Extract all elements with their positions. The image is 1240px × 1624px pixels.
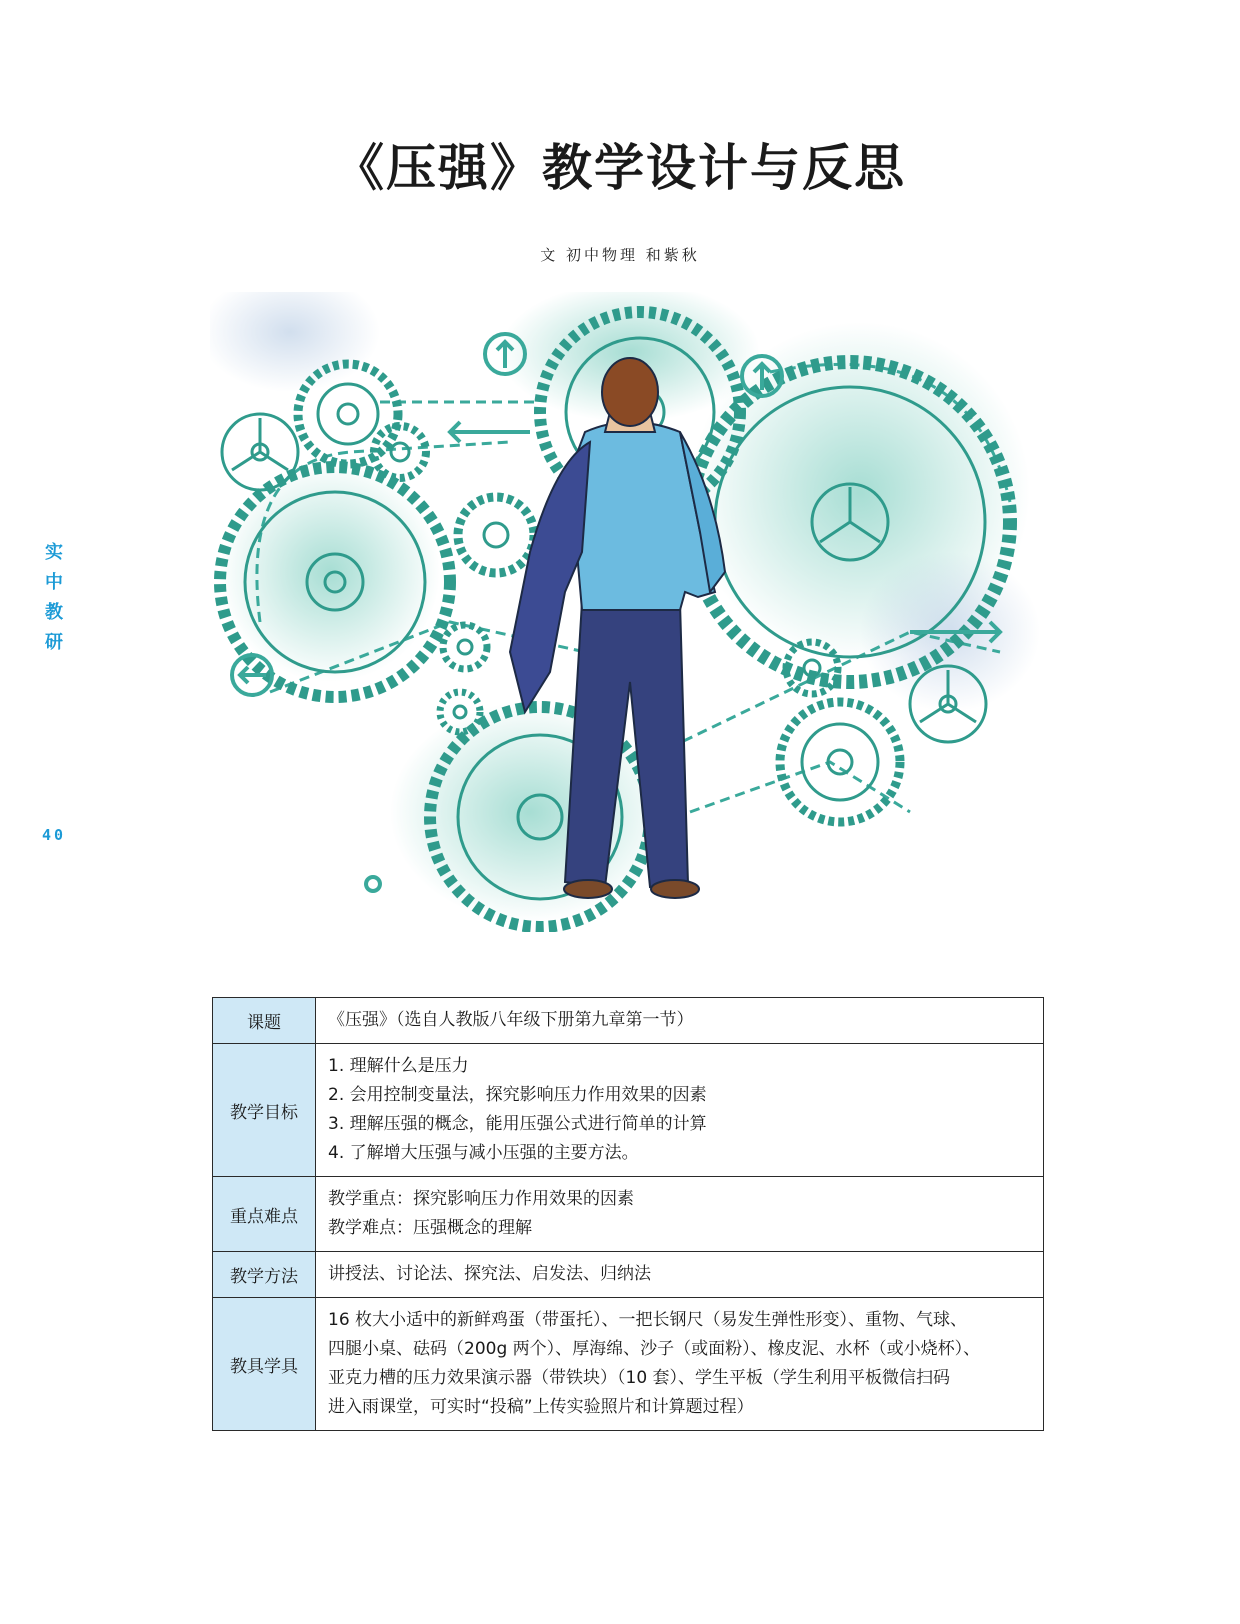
gear-icon bbox=[222, 414, 298, 490]
content-line: 四腿小桌、砝码（200g 两个）、厚海绵、沙子（或面粉）、橡皮泥、水杯（或小烧杯）、 bbox=[328, 1339, 981, 1359]
row-label: 教具学具 bbox=[213, 1298, 316, 1431]
row-content bbox=[316, 1252, 1044, 1298]
row-label: 教学方法 bbox=[213, 1252, 316, 1298]
author-byline: 文 初中物理 和紫秋 bbox=[540, 246, 700, 264]
content-line: 1. 理解什么是压力 bbox=[328, 1056, 469, 1076]
row-content bbox=[316, 1177, 1044, 1252]
gears-illustration bbox=[210, 292, 1050, 932]
gear-icon bbox=[780, 702, 900, 822]
section-side-label bbox=[42, 538, 66, 658]
content-line: 《压强》（选自人教版八年级下册第九章第一节） bbox=[328, 1010, 694, 1030]
side-label-char: 中 bbox=[45, 572, 63, 593]
table-row bbox=[213, 1044, 1044, 1177]
table-row bbox=[213, 1298, 1044, 1431]
content-line: 讲授法、讨论法、探究法、启发法、归纳法 bbox=[328, 1264, 651, 1284]
content-line: 进入雨课堂，可实时“投稿”上传实验照片和计算题过程） bbox=[328, 1397, 754, 1417]
side-label-char: 实 bbox=[45, 542, 63, 563]
table-row bbox=[213, 998, 1044, 1044]
row-label: 课题 bbox=[213, 998, 316, 1044]
content-line: 2. 会用控制变量法，探究影响压力作用效果的因素 bbox=[328, 1085, 707, 1105]
lesson-plan-table bbox=[212, 997, 1044, 1431]
table-row bbox=[213, 1177, 1044, 1252]
row-content bbox=[316, 1298, 1044, 1431]
arrow-icon bbox=[450, 422, 530, 442]
content-line: 教学重点：探究影响压力作用效果的因素 bbox=[328, 1189, 634, 1209]
side-label-char: 教 bbox=[45, 602, 63, 623]
row-content bbox=[316, 1044, 1044, 1177]
gear-icon bbox=[443, 625, 487, 669]
page-number: 40 bbox=[42, 826, 67, 844]
side-label-char: 研 bbox=[45, 632, 63, 653]
row-label: 重点难点 bbox=[213, 1177, 316, 1252]
table-row bbox=[213, 1252, 1044, 1298]
article-title: 《压强》教学设计与反思 bbox=[334, 138, 906, 197]
content-line: 亚克力槽的压力效果演示器（带铁块）（10 套）、学生平板（学生利用平板微信扫码 bbox=[328, 1368, 951, 1388]
content-line: 教学难点：压强概念的理解 bbox=[328, 1218, 532, 1238]
content-line: 3. 理解压强的概念，能用压强公式进行简单的计算 bbox=[328, 1114, 707, 1134]
row-label: 教学目标 bbox=[213, 1044, 316, 1177]
content-line: 16 枚大小适中的新鲜鸡蛋（带蛋托）、一把长钢尺（易发生弹性形变）、重物、气球、 bbox=[328, 1310, 968, 1330]
row-content bbox=[316, 998, 1044, 1044]
arrow-icon bbox=[366, 877, 380, 891]
gear-icon bbox=[458, 497, 534, 573]
content-line: 4. 了解增大压强与减小压强的主要方法。 bbox=[328, 1143, 639, 1163]
